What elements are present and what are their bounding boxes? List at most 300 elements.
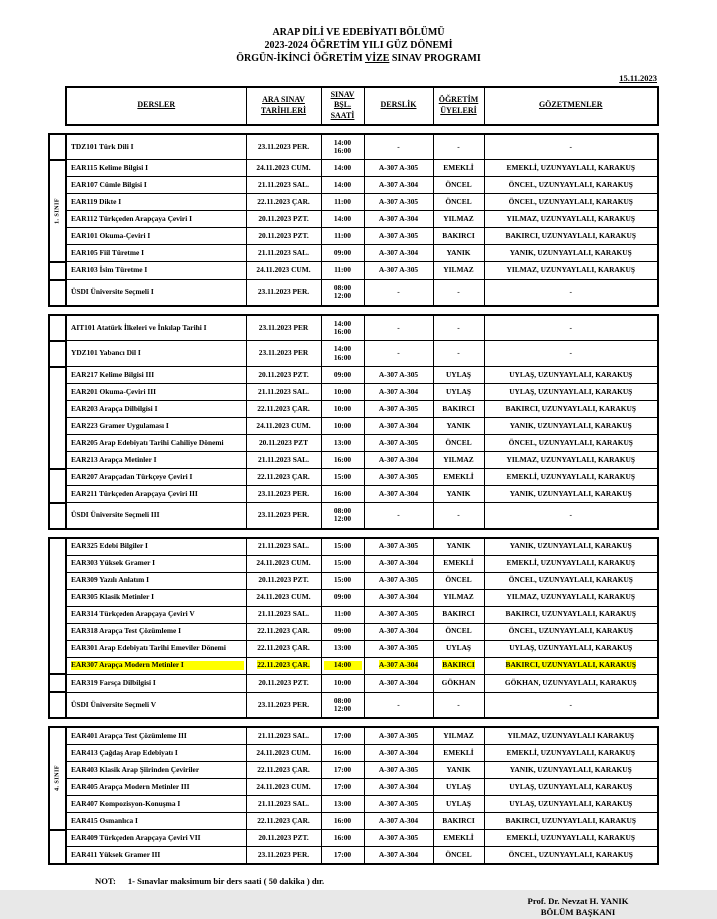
- course-row: [49, 341, 658, 367]
- exam-date-cell: 21.11.2023 SAL.: [246, 245, 321, 262]
- classroom-cell: -: [364, 134, 433, 160]
- exam-time-cell: 15:00: [321, 572, 364, 589]
- class-year-label: [49, 134, 66, 160]
- course-row: [49, 830, 658, 847]
- course-cell: EAR407 Kompozisyon-Konuşma I: [66, 796, 246, 813]
- course-cell: ÜSDI Üniversite Seçmeli III: [66, 503, 246, 529]
- proctors-cell: YANIK, UZUNYAYLALI, KARAKUŞ: [484, 418, 658, 435]
- exam-date-cell: 20.11.2023 PZT.: [246, 674, 321, 692]
- course-cell: EAR205 Arap Edebiyatı Tarihi Cahiliye Dönemi: [66, 435, 246, 452]
- exam-time-cell: 14:00: [321, 160, 364, 177]
- column-header: ÖĞRETİM ÜYELERİ: [433, 87, 484, 125]
- signature-name: Prof. Dr. Nevzat H. YANIK: [527, 896, 629, 907]
- course-row: [49, 469, 658, 486]
- course-row: [49, 280, 658, 306]
- course-cell: EAR307 Arapça Modern Metinler I: [66, 657, 246, 674]
- course-row: [49, 589, 658, 606]
- exam-time-cell: 17:00: [321, 727, 364, 745]
- course-row: [49, 538, 658, 556]
- course-cell: EAR119 Dikte I: [66, 194, 246, 211]
- proctors-cell: BAKIRCI, UZUNYAYLALI, KARAKUŞ: [484, 401, 658, 418]
- instructor-cell: BAKIRCI: [433, 657, 484, 674]
- classroom-cell: A-307 A-305: [364, 160, 433, 177]
- exam-date-cell: 21.11.2023 SAL.: [246, 538, 321, 556]
- course-cell: EAR318 Arapça Test Çözümleme I: [66, 623, 246, 640]
- instructor-cell: -: [433, 280, 484, 306]
- course-cell: EAR103 İsim Türetme I: [66, 262, 246, 280]
- course-row: [49, 555, 658, 572]
- instructor-cell: BAKIRCI: [433, 401, 484, 418]
- course-row: [49, 503, 658, 529]
- exam-date-cell: 22.11.2023 ÇAR.: [246, 401, 321, 418]
- exam-date-cell: 24.11.2023 CUM.: [246, 160, 321, 177]
- course-row: [49, 418, 658, 435]
- schedule-section-4: [48, 726, 659, 865]
- proctors-cell: UYLAŞ, UZUNYAYLALI, KARAKUŞ: [484, 367, 658, 384]
- exam-time-cell: 16:00: [321, 486, 364, 503]
- class-year-label: 1. SINIF: [49, 160, 66, 262]
- note-label: NOT:: [95, 876, 116, 887]
- classroom-cell: A-307 A-305: [364, 228, 433, 245]
- proctors-cell: EMEKLİ, UZUNYAYLALI, KARAKUŞ: [484, 830, 658, 847]
- course-cell: EAR203 Arapça Dilbilgisi I: [66, 401, 246, 418]
- exam-time-cell: 08:00 12:00: [321, 280, 364, 306]
- course-row: [49, 486, 658, 503]
- proctors-cell: GÖKHAN, UZUNYAYLALI, KARAKUŞ: [484, 674, 658, 692]
- classroom-cell: A-307 A-305: [364, 435, 433, 452]
- note-text: 1- Sınavlar maksimum bir ders saati ( 50 dakika ) dır.: [127, 876, 325, 887]
- exam-date-cell: 24.11.2023 CUM.: [246, 555, 321, 572]
- class-year-label: [49, 830, 66, 865]
- course-cell: EAR303 Yüksek Gramer I: [66, 555, 246, 572]
- classroom-cell: A-307 A-304: [364, 555, 433, 572]
- exam-date-cell: 23.11.2023 PER: [246, 315, 321, 341]
- instructor-cell: UYLAŞ: [433, 796, 484, 813]
- proctors-cell: YILMAZ, UZUNYAYLALI, KARAKUŞ: [484, 262, 658, 280]
- course-row: [49, 606, 658, 623]
- course-row: [49, 384, 658, 401]
- instructor-cell: -: [433, 503, 484, 529]
- classroom-cell: A-307 A-304: [364, 486, 433, 503]
- course-cell: EAR411 Yüksek Gramer III: [66, 847, 246, 865]
- exam-time-cell: 14:00: [321, 211, 364, 228]
- exam-time-cell: 09:00: [321, 623, 364, 640]
- proctors-cell: -: [484, 280, 658, 306]
- course-cell: TDZ101 Türk Dili I: [66, 134, 246, 160]
- instructor-cell: YILMAZ: [433, 211, 484, 228]
- instructor-cell: ÖNCEL: [433, 847, 484, 865]
- column-header: DERSLİK: [364, 87, 433, 125]
- classroom-cell: A-307 A-304: [364, 813, 433, 830]
- class-year-label: [49, 503, 66, 529]
- classroom-cell: A-307 A-304: [364, 452, 433, 469]
- classroom-cell: A-307 A-305: [364, 727, 433, 745]
- exam-time-cell: 09:00: [321, 367, 364, 384]
- classroom-cell: A-307 A-304: [364, 623, 433, 640]
- classroom-cell: -: [364, 341, 433, 367]
- classroom-cell: A-307 A-304: [364, 245, 433, 262]
- exam-time-cell: 16:00: [321, 813, 364, 830]
- classroom-cell: A-307 A-305: [364, 469, 433, 486]
- course-cell: EAR413 Çağdaş Arap Edebiyatı I: [66, 745, 246, 762]
- class-year-label: [49, 538, 66, 675]
- exam-time-cell: 10:00: [321, 401, 364, 418]
- proctors-cell: UYLAŞ, UZUNYAYLALI, KARAKUŞ: [484, 384, 658, 401]
- course-row: [49, 245, 658, 262]
- class-year-label: [49, 674, 66, 692]
- classroom-cell: A-307 A-305: [364, 538, 433, 556]
- exam-time-cell: 11:00: [321, 262, 364, 280]
- exam-time-cell: 08:00 12:00: [321, 503, 364, 529]
- column-header: ARA SINAV TARİHLERİ: [246, 87, 321, 125]
- proctors-cell: YANIK, UZUNYAYLALI, KARAKUŞ: [484, 538, 658, 556]
- class-year-label: [49, 469, 66, 503]
- exam-time-cell: 16:00: [321, 745, 364, 762]
- exam-date-cell: 21.11.2023 SAL.: [246, 177, 321, 194]
- course-cell: EAR105 Fiil Türetme I: [66, 245, 246, 262]
- instructor-cell: YILMAZ: [433, 262, 484, 280]
- course-row: [49, 315, 658, 341]
- course-row: [49, 796, 658, 813]
- exam-date-cell: 23.11.2023 PER.: [246, 847, 321, 865]
- exam-time-cell: 08:00 12:00: [321, 692, 364, 718]
- course-cell: EAR305 Klasik Metinler I: [66, 589, 246, 606]
- classroom-cell: A-307 A-305: [364, 640, 433, 657]
- proctors-cell: ÖNCEL, UZUNYAYLALI, KARAKUŞ: [484, 435, 658, 452]
- classroom-cell: A-307 A-304: [364, 384, 433, 401]
- classroom-cell: A-307 A-304: [364, 418, 433, 435]
- column-header-row: [66, 87, 658, 125]
- instructor-cell: -: [433, 315, 484, 341]
- course-row: [49, 401, 658, 418]
- instructor-cell: ÖNCEL: [433, 177, 484, 194]
- instructor-cell: BAKIRCI: [433, 606, 484, 623]
- schedule-sections: [0, 133, 717, 866]
- exam-time-cell: 15:00: [321, 469, 364, 486]
- exam-date-cell: 20.11.2023 PZT: [246, 435, 321, 452]
- course-row: [49, 160, 658, 177]
- exam-date-cell: 22.11.2023 ÇAR.: [246, 640, 321, 657]
- course-cell: ÜSDI Üniversite Seçmeli I: [66, 280, 246, 306]
- column-header: DERSLER: [66, 87, 246, 125]
- exam-date-cell: 23.11.2023 PER.: [246, 503, 321, 529]
- course-row: [49, 228, 658, 245]
- exam-time-cell: 10:00: [321, 418, 364, 435]
- course-row: [49, 674, 658, 692]
- classroom-cell: A-307 A-305: [364, 262, 433, 280]
- department-title: ARAP DİLİ VE EDEBİYATI BÖLÜMÜ: [272, 27, 445, 38]
- course-cell: AIT101 Atatürk İlkeleri ve İnkılap Tarihi I: [66, 315, 246, 341]
- course-cell: EAR211 Türkçeden Arapçaya Çeviri III: [66, 486, 246, 503]
- proctors-cell: YANIK, UZUNYAYLALI, KARAKUŞ: [484, 245, 658, 262]
- instructor-cell: BAKIRCI: [433, 228, 484, 245]
- course-cell: EAR314 Türkçeden Arapçaya Çeviri V: [66, 606, 246, 623]
- proctors-cell: EMEKLİ, UZUNYAYLALI, KARAKUŞ: [484, 469, 658, 486]
- instructor-cell: UYLAŞ: [433, 367, 484, 384]
- course-cell: EAR201 Okuma-Çeviri III: [66, 384, 246, 401]
- exam-date-cell: 22.11.2023 ÇAR.: [246, 762, 321, 779]
- proctors-cell: BAKIRCI, UZUNYAYLALI, KARAKUŞ: [484, 813, 658, 830]
- course-cell: ÜSDI Üniversite Seçmeli V: [66, 692, 246, 718]
- classroom-cell: A-307 A-305: [364, 401, 433, 418]
- course-row: [49, 452, 658, 469]
- course-row: [49, 134, 658, 160]
- schedule-column-header-table: [65, 86, 659, 126]
- proctors-cell: YILMAZ, UZUNYAYLALI, KARAKUŞ: [484, 589, 658, 606]
- academic-year-title: 2023-2024 ÖĞRETİM YILI GÜZ DÖNEMİ: [264, 40, 453, 52]
- instructor-cell: UYLAŞ: [433, 384, 484, 401]
- course-cell: EAR101 Okuma-Çeviri I: [66, 228, 246, 245]
- exam-date-cell: 21.11.2023 SAL.: [246, 384, 321, 401]
- class-year-label: [49, 367, 66, 469]
- proctors-cell: UYLAŞ, UZUNYAYLALI, KARAKUŞ: [484, 640, 658, 657]
- document-date: 15.11.2023: [619, 72, 657, 83]
- exam-date-cell: 21.11.2023 SAL.: [246, 727, 321, 745]
- course-row: [49, 657, 658, 674]
- course-row: [49, 640, 658, 657]
- proctors-cell: ÖNCEL, UZUNYAYLALI, KARAKUŞ: [484, 177, 658, 194]
- proctors-cell: ÖNCEL, UZUNYAYLALI, KARAKUŞ: [484, 847, 658, 865]
- instructor-cell: BAKIRCI: [433, 813, 484, 830]
- course-row: [49, 847, 658, 865]
- course-cell: EAR309 Yazılı Anlatım I: [66, 572, 246, 589]
- classroom-cell: -: [364, 692, 433, 718]
- course-row: [49, 194, 658, 211]
- proctors-cell: YANIK, UZUNYAYLALI, KARAKUŞ: [484, 762, 658, 779]
- course-cell: EAR401 Arapça Test Çözümleme III: [66, 727, 246, 745]
- instructor-cell: EMEKLİ: [433, 830, 484, 847]
- classroom-cell: A-307 A-305: [364, 606, 433, 623]
- proctors-cell: -: [484, 315, 658, 341]
- exam-time-cell: 17:00: [321, 847, 364, 865]
- schedule-section-3: [48, 537, 659, 720]
- course-row: [49, 762, 658, 779]
- class-year-label: [49, 315, 66, 341]
- proctors-cell: UYLAŞ, UZUNYAYLALI, KARAKUŞ: [484, 779, 658, 796]
- course-row: [49, 692, 658, 718]
- exam-time-cell: 16:00: [321, 830, 364, 847]
- proctors-cell: YANIK, UZUNYAYLALI, KARAKUŞ: [484, 486, 658, 503]
- classroom-cell: A-307 A-304: [364, 847, 433, 865]
- exam-time-cell: 09:00: [321, 589, 364, 606]
- classroom-cell: -: [364, 503, 433, 529]
- exam-date-cell: 20.11.2023 PZT.: [246, 211, 321, 228]
- classroom-cell: -: [364, 315, 433, 341]
- course-row: [49, 779, 658, 796]
- proctors-cell: ÖNCEL, UZUNYAYLALI, KARAKUŞ: [484, 623, 658, 640]
- exam-date-cell: 20.11.2023 PZT.: [246, 830, 321, 847]
- proctors-cell: ÖNCEL, UZUNYAYLALI, KARAKUŞ: [484, 194, 658, 211]
- instructor-cell: YANIK: [433, 418, 484, 435]
- exam-date-cell: 21.11.2023 SAL.: [246, 452, 321, 469]
- proctors-cell: ÖNCEL, UZUNYAYLALI, KARAKUŞ: [484, 572, 658, 589]
- instructor-cell: YANIK: [433, 538, 484, 556]
- class-year-label: [49, 692, 66, 718]
- exam-date-cell: 22.11.2023 ÇAR.: [246, 813, 321, 830]
- exam-time-cell: 13:00: [321, 640, 364, 657]
- proctors-cell: EMEKLİ, UZUNYAYLALI, KARAKUŞ: [484, 555, 658, 572]
- instructor-cell: ÖNCEL: [433, 572, 484, 589]
- class-year-label: 4. SINIF: [49, 727, 66, 830]
- schedule-section-1: [48, 133, 659, 307]
- exam-time-cell: 14:00 16:00: [321, 315, 364, 341]
- classroom-cell: A-307 A-305: [364, 762, 433, 779]
- course-cell: EAR325 Edebi Bilgiler I: [66, 538, 246, 556]
- proctors-cell: BAKIRCI, UZUNYAYLALI, KARAKUŞ: [484, 228, 658, 245]
- instructor-cell: UYLAŞ: [433, 779, 484, 796]
- exam-date-cell: 24.11.2023 CUM.: [246, 779, 321, 796]
- instructor-cell: -: [433, 692, 484, 718]
- exam-time-cell: 15:00: [321, 555, 364, 572]
- exam-date-cell: 24.11.2023 CUM.: [246, 589, 321, 606]
- classroom-cell: A-307 A-305: [364, 194, 433, 211]
- column-header: SINAV BŞL. SAATİ: [321, 87, 364, 125]
- course-cell: EAR207 Arapçadan Türkçeye Çeviri I: [66, 469, 246, 486]
- exam-date-cell: 22.11.2023 ÇAR.: [246, 623, 321, 640]
- exam-time-cell: 17:00: [321, 779, 364, 796]
- class-year-label: [49, 341, 66, 367]
- proctors-cell: -: [484, 341, 658, 367]
- exam-time-cell: 14:00: [321, 657, 364, 674]
- exam-time-cell: 10:00: [321, 674, 364, 692]
- signature-title: BÖLÜM BAŞKANI: [540, 907, 616, 918]
- classroom-cell: A-307 A-304: [364, 779, 433, 796]
- exam-time-cell: 10:00: [321, 384, 364, 401]
- proctors-cell: YILMAZ, UZUNYAYLALI, KARAKUŞ: [484, 211, 658, 228]
- instructor-cell: YANIK: [433, 486, 484, 503]
- proctors-cell: EMEKLİ, UZUNYAYLALI, KARAKUŞ: [484, 160, 658, 177]
- course-cell: EAR409 Türkçeden Arapçaya Çeviri VII: [66, 830, 246, 847]
- exam-date-cell: 23.11.2023 PER.: [246, 134, 321, 160]
- course-row: [49, 623, 658, 640]
- instructor-cell: EMEKLİ: [433, 469, 484, 486]
- instructor-cell: EMEKLİ: [433, 745, 484, 762]
- proctors-cell: EMEKLİ, UZUNYAYLALI, KARAKUŞ: [484, 745, 658, 762]
- course-row: [49, 262, 658, 280]
- proctors-cell: YILMAZ, UZUNYAYLALI KARAKUŞ: [484, 727, 658, 745]
- instructor-cell: EMEKLİ: [433, 555, 484, 572]
- exam-date-cell: 23.11.2023 PER.: [246, 486, 321, 503]
- instructor-cell: -: [433, 341, 484, 367]
- classroom-cell: A-307 A-304: [364, 745, 433, 762]
- course-row: [49, 727, 658, 745]
- exam-time-cell: 14:00 16:00: [321, 341, 364, 367]
- proctors-cell: -: [484, 503, 658, 529]
- column-header: GÖZETMENLER: [484, 87, 658, 125]
- instructor-cell: -: [433, 134, 484, 160]
- exam-time-cell: 11:00: [321, 194, 364, 211]
- course-cell: EAR107 Cümle Bilgisi I: [66, 177, 246, 194]
- classroom-cell: -: [364, 280, 433, 306]
- instructor-cell: YANIK: [433, 245, 484, 262]
- course-cell: EAR415 Osmanlıca I: [66, 813, 246, 830]
- instructor-cell: YILMAZ: [433, 727, 484, 745]
- course-cell: EAR301 Arap Edebiyatı Tarihi Emeviler Dönemi: [66, 640, 246, 657]
- course-cell: EAR213 Arapça Metinler I: [66, 452, 246, 469]
- classroom-cell: A-307 A-305: [364, 830, 433, 847]
- exam-date-cell: 22.11.2023 ÇAR.: [246, 657, 321, 674]
- exam-date-cell: 24.11.2023 CUM.: [246, 745, 321, 762]
- course-cell: EAR405 Arapça Modern Metinler III: [66, 779, 246, 796]
- course-row: [49, 177, 658, 194]
- instructor-cell: ÖNCEL: [433, 623, 484, 640]
- proctors-cell: BAKIRCI, UZUNYAYLALI, KARAKUŞ: [484, 606, 658, 623]
- course-cell: YDZ101 Yabancı Dil I: [66, 341, 246, 367]
- exam-time-cell: 11:00: [321, 606, 364, 623]
- exam-time-cell: 16:00: [321, 452, 364, 469]
- course-row: [49, 745, 658, 762]
- course-cell: EAR403 Klasik Arap Şiirinden Çeviriler: [66, 762, 246, 779]
- document-header: [0, 0, 717, 66]
- exam-date-cell: 24.11.2023 CUM.: [246, 418, 321, 435]
- signature-block: [468, 896, 688, 919]
- classroom-cell: A-307 A-304: [364, 177, 433, 194]
- proctors-cell: BAKIRCI, UZUNYAYLALI, KARAKUŞ: [484, 657, 658, 674]
- course-row: [49, 813, 658, 830]
- course-cell: EAR217 Kelime Bilgisi III: [66, 367, 246, 384]
- exam-date-cell: 21.11.2023 SAL.: [246, 606, 321, 623]
- exam-time-cell: 15:00: [321, 538, 364, 556]
- exam-time-cell: 13:00: [321, 796, 364, 813]
- exam-date-cell: 23.11.2023 PER: [246, 341, 321, 367]
- exam-date-cell: 22.11.2023 ÇAR.: [246, 469, 321, 486]
- course-cell: EAR223 Gramer Uygulaması I: [66, 418, 246, 435]
- classroom-cell: A-307 A-305: [364, 572, 433, 589]
- instructor-cell: ÖNCEL: [433, 435, 484, 452]
- course-cell: EAR319 Farsça Dilbilgisi I: [66, 674, 246, 692]
- course-row: [49, 435, 658, 452]
- course-row: [49, 572, 658, 589]
- exam-time-cell: 11:00: [321, 228, 364, 245]
- class-year-label: [49, 262, 66, 280]
- exam-date-cell: 20.11.2023 PZT.: [246, 367, 321, 384]
- proctors-cell: YILMAZ, UZUNYAYLALI, KARAKUŞ: [484, 452, 658, 469]
- class-year-label: [49, 280, 66, 306]
- classroom-cell: A-307 A-304: [364, 674, 433, 692]
- classroom-cell: A-307 A-304: [364, 211, 433, 228]
- exam-time-cell: 14:00: [321, 177, 364, 194]
- instructor-cell: YILMAZ: [433, 452, 484, 469]
- exam-date-cell: 23.11.2023 PER.: [246, 280, 321, 306]
- instructor-cell: ÖNCEL: [433, 194, 484, 211]
- instructor-cell: YILMAZ: [433, 589, 484, 606]
- classroom-cell: A-307 A-305: [364, 796, 433, 813]
- exam-date-cell: 21.11.2023 SAL.: [246, 796, 321, 813]
- note-line: [95, 876, 717, 886]
- proctors-cell: -: [484, 692, 658, 718]
- instructor-cell: YANIK: [433, 762, 484, 779]
- exam-time-cell: 13:00: [321, 435, 364, 452]
- proctors-cell: -: [484, 134, 658, 160]
- program-title: ÖRGÜN-İKİNCİ ÖĞRETİM VİZE SINAV PROGRAMI: [236, 53, 481, 65]
- course-row: [49, 211, 658, 228]
- course-cell: EAR115 Kelime Bilgisi I: [66, 160, 246, 177]
- course-row: [49, 367, 658, 384]
- classroom-cell: A-307 A-305: [364, 367, 433, 384]
- instructor-cell: GÖKHAN: [433, 674, 484, 692]
- exam-time-cell: 14:00 16:00: [321, 134, 364, 160]
- instructor-cell: EMEKLİ: [433, 160, 484, 177]
- instructor-cell: UYLAŞ: [433, 640, 484, 657]
- exam-time-cell: 17:00: [321, 762, 364, 779]
- schedule-section-2: [48, 314, 659, 530]
- classroom-cell: A-307 A-304: [364, 589, 433, 606]
- exam-time-cell: 09:00: [321, 245, 364, 262]
- course-cell: EAR112 Türkçeden Arapçaya Çeviri I: [66, 211, 246, 228]
- exam-date-cell: 23.11.2023 PER.: [246, 692, 321, 718]
- exam-date-cell: 24.11.2023 CUM.: [246, 262, 321, 280]
- proctors-cell: UYLAŞ, UZUNYAYLALI, KARAKUŞ: [484, 796, 658, 813]
